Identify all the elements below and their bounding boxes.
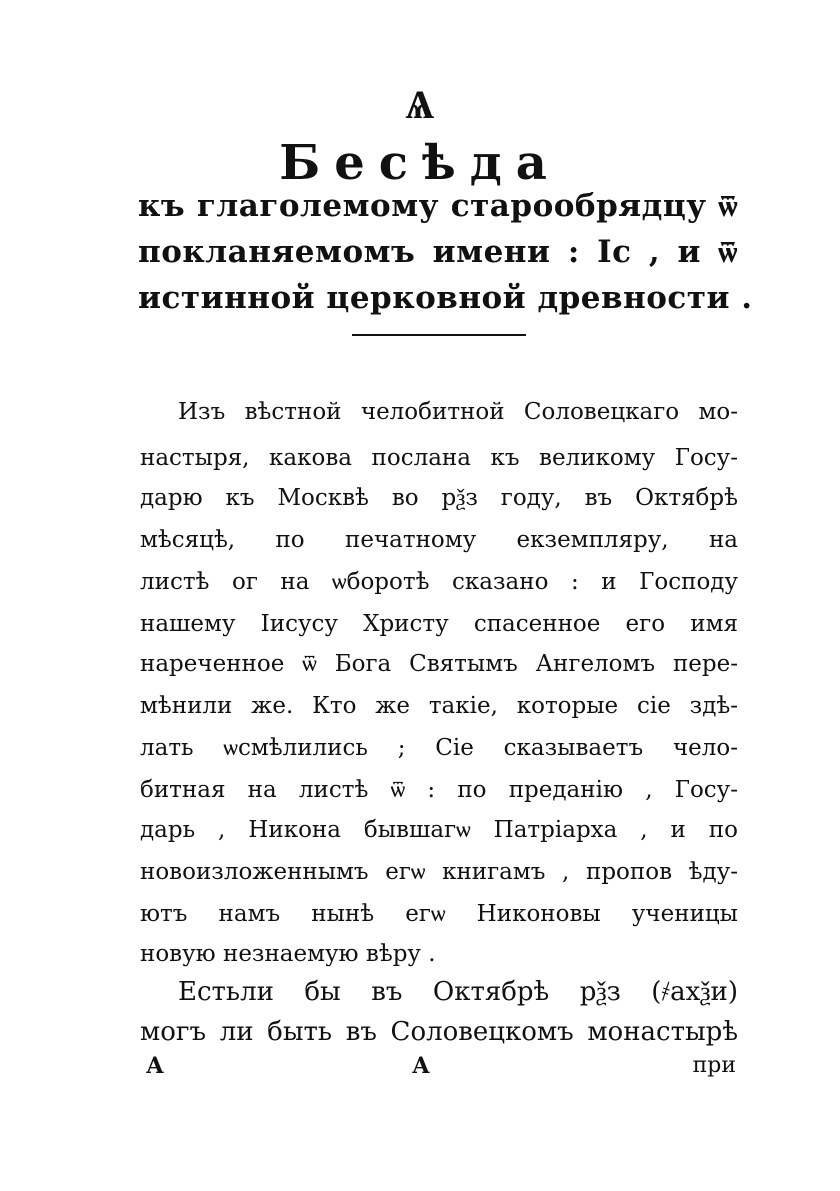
text-line: настыря, какова послана къ великому Госу- bbox=[140, 445, 738, 471]
text-line: Изъ вѣстной челобитной Соловецкаго мо- bbox=[178, 399, 738, 425]
subtitle-line: покланяемомъ имени : Іс , и ѿ bbox=[138, 234, 738, 270]
text-line: мѣсяцѣ, по печатному екземпляру, на bbox=[140, 527, 738, 553]
text-line: дарю къ Москвѣ во рѯз году, въ Октябрѣ bbox=[140, 485, 738, 511]
page-footer bbox=[140, 1035, 738, 1085]
text-line: новую незнаемую вѣру . bbox=[140, 941, 436, 967]
text-line: битная на листѣ ѿ : по преданію , Госу- bbox=[140, 777, 738, 803]
catchword: при bbox=[692, 1053, 736, 1078]
signature-mark: А bbox=[146, 1053, 164, 1079]
text-line: нареченное ѿ Бога Святымъ Ангеломъ пере- bbox=[140, 651, 738, 677]
text-line: нашему Іисусу Христу спасенное его имя bbox=[140, 611, 738, 637]
text-line: листѣ ог на ѡборотѣ сказано : и Господу bbox=[140, 569, 738, 595]
text-line: Естьли бы въ Октябрѣ рѯз (҂ахѯи) bbox=[178, 977, 738, 1007]
text-line: дарь , Никона бывшагѡ Патріарха , и по bbox=[140, 817, 738, 843]
text-line: лать ѡсмѣлились ; Сіе сказываетъ чело- bbox=[140, 735, 738, 761]
text-line: могъ ли быть въ Соловецкомъ монастырѣ bbox=[140, 1017, 738, 1047]
page-title: Бесѣда bbox=[279, 135, 561, 191]
subtitle-line: къ глаголемому старообрядцу ѿ bbox=[138, 188, 738, 224]
title-divider bbox=[352, 334, 526, 336]
page-number: Ѧ bbox=[405, 81, 435, 128]
text-line: мѣнили же. Кто же такіе, которые сіе здѣ- bbox=[140, 693, 738, 719]
subtitle-line: истинной церковной древности . bbox=[138, 280, 753, 316]
text-line: новоизложеннымъ егѡ книгамъ , пропов ѣду- bbox=[140, 859, 738, 885]
text-line: ютъ намъ нынѣ егѡ Никоновы ученицы bbox=[140, 901, 738, 927]
signature-mark: А bbox=[412, 1053, 430, 1079]
